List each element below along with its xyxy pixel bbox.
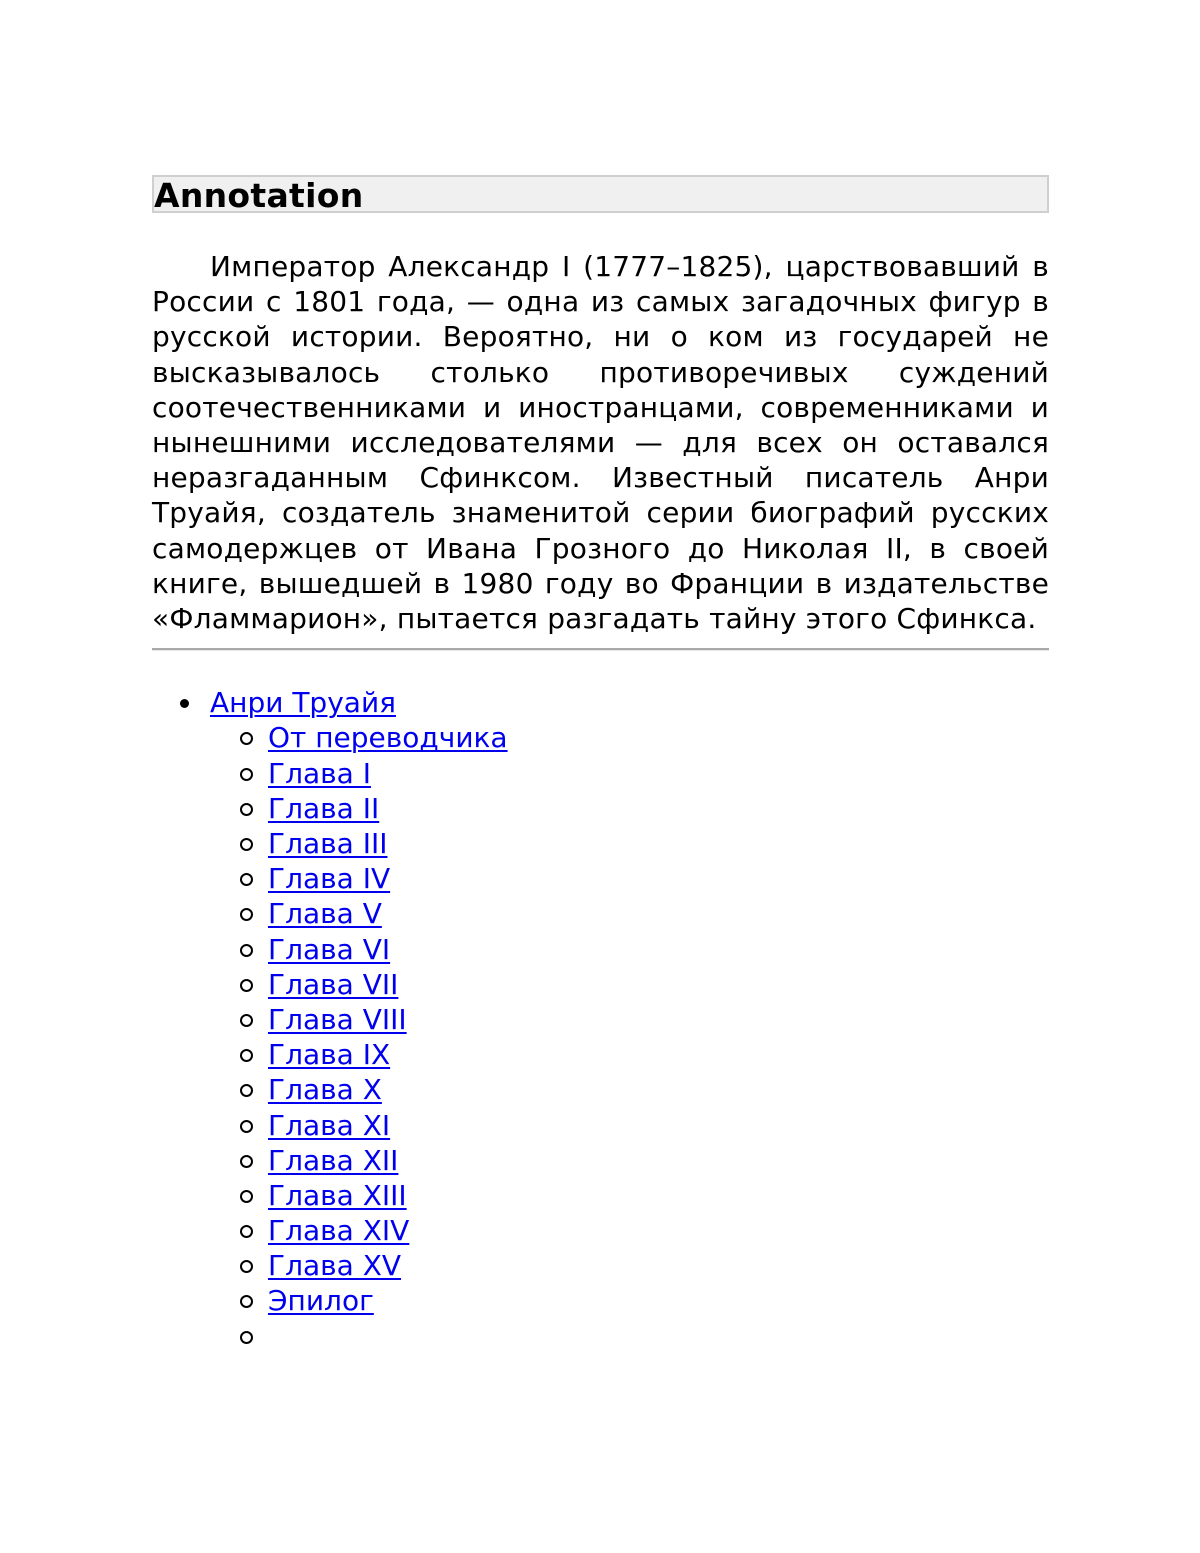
chapter-link[interactable]: Глава II [268, 791, 380, 825]
toc-author-item [152, 685, 1049, 1354]
chapter-link[interactable]: Глава I [268, 756, 371, 790]
annotation-text: Император Александр I (1777–1825), царствовавший в России с 1801 года, — одна из самых загадочных фигур в русской истории. Вероятно, ни о ком из государей не высказывалось столько противоречивых суждений соотечественниками и иностранцами, современниками и нынешними исследователями — для всех он оставался неразгаданным Сфинксом. Известный писатель Анри Труайя, создатель знаменитой серии биографий русских самодержцев от Ивана Грозного до Николая II, в своей книге, вышедшей в 1980 году во Франции в издательстве «Фламмарион», пытается разгадать тайну этого Сфинкса. [152, 250, 1049, 636]
chapter-list-item [210, 756, 1049, 791]
chapter-link[interactable]: Глава XV [268, 1249, 402, 1283]
chapter-link[interactable]: Глава VI [268, 932, 391, 966]
chapter-list-item [210, 1002, 1049, 1037]
chapter-link[interactable]: Глава VIII [268, 1002, 407, 1036]
disc-bullet-icon [180, 699, 189, 708]
circle-bullet-icon [240, 1331, 253, 1344]
chapter-link[interactable]: Глава X [268, 1073, 382, 1107]
chapter-list-item [210, 1108, 1049, 1143]
circle-bullet-icon [240, 768, 253, 781]
circle-bullet-icon [240, 803, 253, 816]
chapter-list-item [210, 1178, 1049, 1213]
horizontal-divider [152, 648, 1049, 651]
chapter-list-item [210, 1072, 1049, 1107]
circle-bullet-icon [240, 1155, 253, 1168]
chapter-link[interactable]: От переводчика [268, 721, 508, 755]
chapter-link[interactable]: Глава IV [268, 862, 391, 896]
chapter-list-item [210, 896, 1049, 931]
toc-author-link[interactable]: Анри Труайя [210, 686, 396, 720]
chapter-list-item [210, 967, 1049, 1002]
circle-bullet-icon [240, 732, 253, 745]
circle-bullet-icon [240, 1295, 253, 1308]
annotation-heading: Annotation [152, 175, 1049, 213]
chapter-list-item [210, 720, 1049, 755]
chapter-list-item [210, 1248, 1049, 1283]
circle-bullet-icon [240, 1225, 253, 1238]
chapter-list-item [210, 932, 1049, 967]
circle-bullet-icon [240, 979, 253, 992]
chapter-link[interactable]: Глава XIII [268, 1178, 407, 1212]
chapter-list-item [210, 1143, 1049, 1178]
circle-bullet-icon [240, 944, 253, 957]
chapter-list-item-empty [210, 1319, 1049, 1354]
chapter-link[interactable]: Глава XIV [268, 1214, 410, 1248]
chapter-list [210, 720, 1049, 1353]
chapter-link[interactable]: Глава VII [268, 967, 399, 1001]
chapter-list-item [210, 861, 1049, 896]
circle-bullet-icon [240, 1049, 253, 1062]
chapter-link[interactable]: Глава V [268, 897, 382, 931]
circle-bullet-icon [240, 1014, 253, 1027]
chapter-link[interactable]: Глава XII [268, 1143, 399, 1177]
circle-bullet-icon [240, 908, 253, 921]
chapter-link[interactable]: Глава IX [268, 1038, 391, 1072]
circle-bullet-icon [240, 1120, 253, 1133]
chapter-link[interactable]: Глава XI [268, 1108, 391, 1142]
circle-bullet-icon [240, 1190, 253, 1203]
chapter-list-item [210, 826, 1049, 861]
document-page [152, 175, 1049, 1354]
circle-bullet-icon [240, 873, 253, 886]
circle-bullet-icon [240, 838, 253, 851]
circle-bullet-icon [240, 1260, 253, 1273]
circle-bullet-icon [240, 1084, 253, 1097]
chapter-list-item [210, 1037, 1049, 1072]
chapter-link[interactable]: Эпилог [268, 1284, 374, 1318]
table-of-contents [152, 685, 1049, 1354]
chapter-list-item [210, 1213, 1049, 1248]
chapter-link[interactable]: Глава III [268, 827, 388, 860]
chapter-list-item [210, 791, 1049, 826]
chapter-list-item [210, 1283, 1049, 1318]
